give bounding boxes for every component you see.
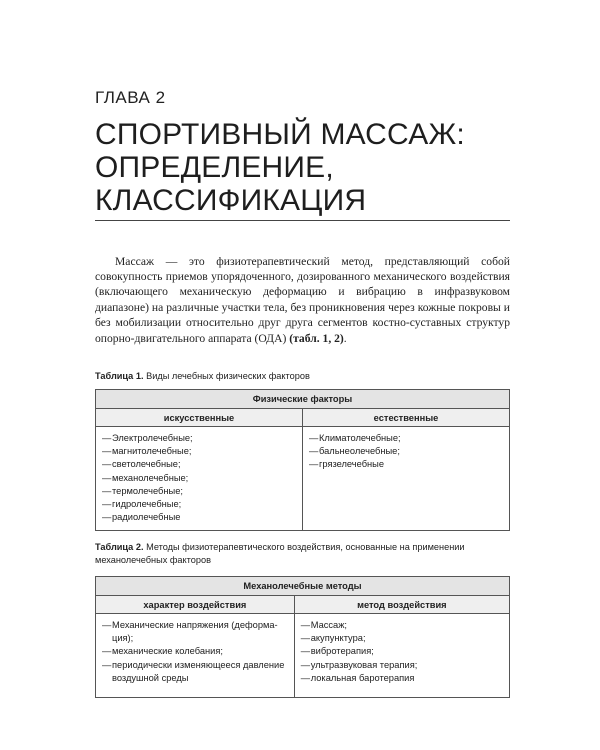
list-item-text: ультразвуковая терапия; — [310, 659, 418, 670]
table2-col-method — [294, 614, 509, 698]
chapter-title-line: ОПРЕДЕЛЕНИЕ, — [95, 151, 334, 184]
dash-bullet: — — [102, 499, 112, 510]
list-item — [301, 659, 503, 672]
list-item-text: локальная баротерапия — [310, 672, 415, 683]
table1-col-artificial — [96, 427, 303, 531]
dash-bullet: — — [300, 646, 311, 657]
list-item-text: вибротерапия; — [310, 646, 374, 657]
list-item-continuation: ция); — [112, 633, 134, 644]
list-item — [102, 645, 288, 658]
dash-bullet: — — [102, 646, 112, 657]
list-item-text: Механические напряжения (деформа- — [112, 620, 278, 630]
chapter-title-line: КЛАССИФИКАЦИЯ — [95, 184, 367, 217]
table1-caption-label: Таблица 1. — [95, 371, 144, 381]
dash-bullet: — — [102, 485, 112, 496]
table1-list-artificial — [102, 432, 296, 524]
list-item — [102, 659, 288, 685]
table2-caption-text: Методы физиотерапевтического воздействия, основанные на применении механолечебных факторов — [95, 542, 465, 565]
table1-col-header-artificial: искусственные — [96, 409, 303, 427]
list-item — [102, 511, 296, 524]
list-item-text: бальнеолечебные; — [319, 446, 400, 457]
chapter-title-line: СПОРТИВНЫЙ МАССАЖ: — [95, 118, 465, 151]
dash-bullet: — — [300, 672, 311, 683]
intro-text: Массаж — это физиотерапевтический метод, представляющий собой совокупность приемов упорядоченного, дозированного механического воздействия (включающего механическую деформацию и вибрацию в инфразвуковом диапазоне) на различные участки тела, без проникновения через кожные покровы и без мобилизации относительно друг друга сегментов костно-суставных структур опорно-двигательного аппарата (ОДА) — [95, 254, 510, 345]
table2 — [95, 576, 510, 698]
dash-bullet: — — [102, 659, 112, 670]
list-item-text: механолечебные; — [112, 472, 189, 483]
dash-bullet: — — [102, 472, 112, 483]
dash-bullet: — — [309, 459, 319, 470]
list-item — [102, 432, 296, 445]
list-item-text: акупунктура; — [310, 633, 366, 644]
list-item — [102, 445, 296, 458]
chapter-title — [95, 118, 510, 217]
list-item-text: термолечебные; — [112, 485, 183, 496]
table1-col-natural — [303, 427, 510, 531]
list-item — [102, 458, 296, 471]
list-item — [301, 672, 503, 685]
list-item-text: грязелечебные — [319, 459, 385, 470]
list-item — [102, 472, 296, 485]
list-item — [301, 645, 503, 658]
list-item-text: магнитолечебные; — [112, 446, 192, 457]
table2-caption-label: Таблица 2. — [95, 542, 144, 552]
list-item-text: механические колебания; — [112, 646, 223, 657]
dash-bullet: — — [102, 446, 112, 457]
list-item — [309, 445, 503, 458]
list-item-text: светолечебные; — [112, 459, 181, 470]
dash-bullet: — — [102, 512, 112, 523]
table1-caption-text: Виды лечебных физических факторов — [146, 371, 310, 381]
dash-bullet: — — [300, 620, 311, 630]
list-item — [301, 632, 503, 645]
table1 — [95, 389, 510, 531]
table1-header: Физические факторы — [96, 390, 510, 409]
list-item-text: Климатолечебные; — [319, 433, 401, 443]
table2-col-header-method: метод воздействия — [294, 596, 509, 614]
list-item-text: радиолечебные — [112, 512, 181, 523]
table1-caption — [95, 370, 510, 383]
table2-header: Механолечебные методы — [96, 577, 510, 596]
title-divider — [95, 220, 510, 221]
list-item-text: Массаж; — [310, 620, 348, 630]
dash-bullet: — — [309, 433, 319, 443]
table1-list-natural — [309, 432, 503, 472]
list-item — [102, 485, 296, 498]
dash-bullet: — — [309, 446, 319, 457]
list-item-continuation: воздушной среды — [112, 672, 189, 683]
list-item — [102, 619, 288, 645]
dash-bullet: — — [102, 459, 112, 470]
list-item — [309, 458, 503, 471]
list-item — [301, 619, 503, 632]
intro-end: . — [343, 331, 347, 345]
list-item-text: периодически изменяющееся давление — [112, 659, 285, 670]
list-item — [309, 432, 503, 445]
list-item-text: гидролечебные; — [112, 499, 182, 510]
chapter-label: ГЛАВА 2 — [95, 88, 166, 107]
list-item-text: Электролечебные; — [112, 433, 193, 443]
intro-paragraph — [95, 254, 510, 346]
table2-caption — [95, 541, 510, 567]
table2-col-character — [96, 614, 295, 698]
dash-bullet: — — [102, 433, 112, 443]
table2-list-character — [102, 619, 288, 685]
dash-bullet: — — [300, 659, 311, 670]
list-item — [102, 498, 296, 511]
dash-bullet: — — [300, 633, 311, 644]
table1-col-header-natural: естественные — [303, 409, 510, 427]
dash-bullet: — — [102, 620, 112, 630]
table-reference: (табл. 1, 2) — [289, 331, 344, 345]
table2-list-method — [301, 619, 503, 685]
table2-col-header-character: характер воздействия — [96, 596, 295, 614]
